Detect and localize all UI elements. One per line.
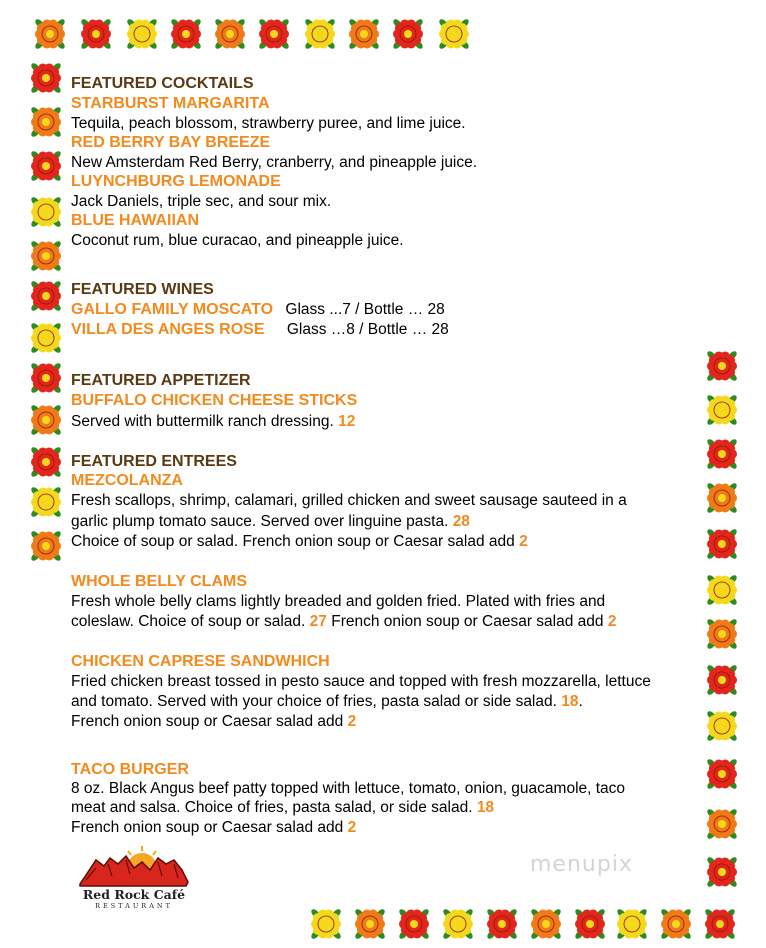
price: 27	[309, 613, 327, 630]
addon-price: 2	[607, 613, 617, 630]
item-title: STARBURST MARGARITA	[71, 95, 270, 112]
flower-icon	[210, 14, 250, 54]
flower-icon	[702, 524, 742, 564]
item-title: CHICKEN CAPRESE SANDWHICH	[71, 653, 330, 670]
flower-icon	[26, 318, 66, 358]
price: 28	[452, 513, 470, 530]
flower-icon	[300, 14, 340, 54]
section-title-appetizer: FEATURED APPETIZER	[71, 372, 251, 389]
desc-text: meat and salsa. Choice of fries, pasta salad, or side salad.	[71, 799, 473, 816]
item-desc	[71, 798, 494, 817]
flower-icon	[166, 14, 206, 54]
item-title: RED BERRY BAY BREEZE	[71, 134, 271, 151]
flower-icon	[702, 614, 742, 654]
flower-icon	[702, 346, 742, 386]
price: 18	[476, 799, 495, 816]
item-desc: 8 oz. Black Angus beef patty topped with lettuce, tomato, onion, guacamole, taco	[71, 780, 626, 797]
item-title: LUYNCHBURG LEMONADE	[71, 173, 281, 190]
flower-icon	[76, 14, 116, 54]
flower-icon	[656, 904, 696, 944]
addon-price: 2	[347, 713, 357, 730]
wine-row	[71, 320, 449, 339]
item-title: BUFFALO CHICKEN CHEESE STICKS	[71, 392, 358, 409]
flower-icon	[702, 434, 742, 474]
flower-icon	[122, 14, 162, 54]
item-desc	[71, 818, 356, 837]
wine-price: Glass …8 / Bottle … 28	[286, 321, 449, 338]
flower-icon	[702, 852, 742, 892]
flower-icon	[394, 904, 434, 944]
desc-text: French onion soup or Caesar salad add	[71, 713, 344, 730]
flower-icon	[702, 390, 742, 430]
flower-icon	[344, 14, 384, 54]
item-desc	[71, 412, 355, 431]
section-title-wines: FEATURED WINES	[71, 281, 214, 298]
flower-icon	[702, 804, 742, 844]
flower-icon	[434, 14, 474, 54]
desc-text: French onion soup or Caesar salad add	[71, 819, 344, 836]
item-desc: Fresh scallops, shrimp, calamari, grilled chicken and sweet sausage sauteed in a	[71, 492, 627, 509]
flower-icon	[26, 482, 66, 522]
flower-icon	[306, 904, 346, 944]
item-desc: Coconut rum, blue curacao, and pineapple juice.	[71, 232, 404, 249]
flower-icon	[702, 754, 742, 794]
price: 12	[338, 413, 356, 430]
desc-text: garlic plump tomato sauce. Served over linguine pasta.	[71, 513, 449, 530]
desc-text: Served with buttermilk ranch dressing.	[71, 413, 334, 430]
flower-icon	[254, 14, 294, 54]
flower-icon	[26, 400, 66, 440]
item-desc	[71, 692, 583, 711]
desc-text: coleslaw. Choice of soup or salad.	[71, 613, 306, 630]
item-desc: Jack Daniels, triple sec, and sour mix.	[71, 193, 332, 210]
flower-icon	[26, 192, 66, 232]
item-desc	[71, 512, 470, 531]
item-title: MEZCOLANZA	[71, 472, 183, 489]
section-title-cocktails: FEATURED COCKTAILS	[71, 75, 254, 92]
flower-icon	[702, 706, 742, 746]
flower-icon	[26, 102, 66, 142]
wine-row	[71, 300, 445, 319]
desc-text: .	[578, 693, 583, 710]
flower-icon	[700, 904, 740, 944]
item-desc	[71, 532, 528, 551]
addon-price: 2	[519, 533, 528, 550]
desc-text: French onion soup or Caesar salad add	[331, 613, 604, 630]
flower-icon	[26, 236, 66, 276]
flower-icon	[26, 58, 66, 98]
watermark: menupix	[530, 852, 633, 877]
flower-icon	[702, 570, 742, 610]
item-title: TACO BURGER	[71, 761, 189, 778]
item-desc: Fried chicken breast tossed in pesto sauce and topped with fresh mozzarella, lettuce	[71, 673, 651, 690]
flower-icon	[482, 904, 522, 944]
price: 18	[561, 693, 579, 710]
flower-icon	[526, 904, 566, 944]
flower-icon	[350, 904, 390, 944]
item-title: BLUE HAWAIIAN	[71, 212, 199, 229]
item-desc: Tequila, peach blossom, strawberry puree, and lime juice.	[71, 115, 466, 132]
item-desc	[71, 712, 356, 731]
flower-icon	[702, 660, 742, 700]
wine-price: Glass ...7 / Bottle … 28	[285, 301, 445, 318]
logo-name: Red Rock Café	[82, 887, 186, 902]
desc-text: and tomato. Served with your choice of fries, pasta salad or side salad.	[71, 693, 557, 710]
flower-icon	[438, 904, 478, 944]
desc-text: Choice of soup or salad. French onion soup or Caesar salad add	[71, 533, 515, 550]
flower-icon	[30, 14, 70, 54]
wine-name: VILLA DES ANGES ROSE	[71, 321, 265, 338]
flower-icon	[612, 904, 652, 944]
flower-icon	[388, 14, 428, 54]
item-title: WHOLE BELLY CLAMS	[71, 573, 248, 590]
flower-icon	[702, 478, 742, 518]
flower-icon	[26, 276, 66, 316]
addon-price: 2	[347, 819, 357, 836]
flower-icon	[26, 146, 66, 186]
flower-icon	[26, 442, 66, 482]
item-desc: Fresh whole belly clams lightly breaded and golden fried. Plated with fries and	[71, 593, 606, 610]
item-desc	[71, 612, 616, 631]
flower-icon	[570, 904, 610, 944]
wine-name: GALLO FAMILY MOSCATO	[71, 301, 274, 318]
logo-subtitle: RESTAURANT	[95, 902, 173, 910]
section-title-entrees: FEATURED ENTREES	[71, 453, 237, 470]
flower-icon	[26, 358, 66, 398]
flower-icon	[26, 526, 66, 566]
item-desc: New Amsterdam Red Berry, cranberry, and pineapple juice.	[71, 154, 478, 171]
